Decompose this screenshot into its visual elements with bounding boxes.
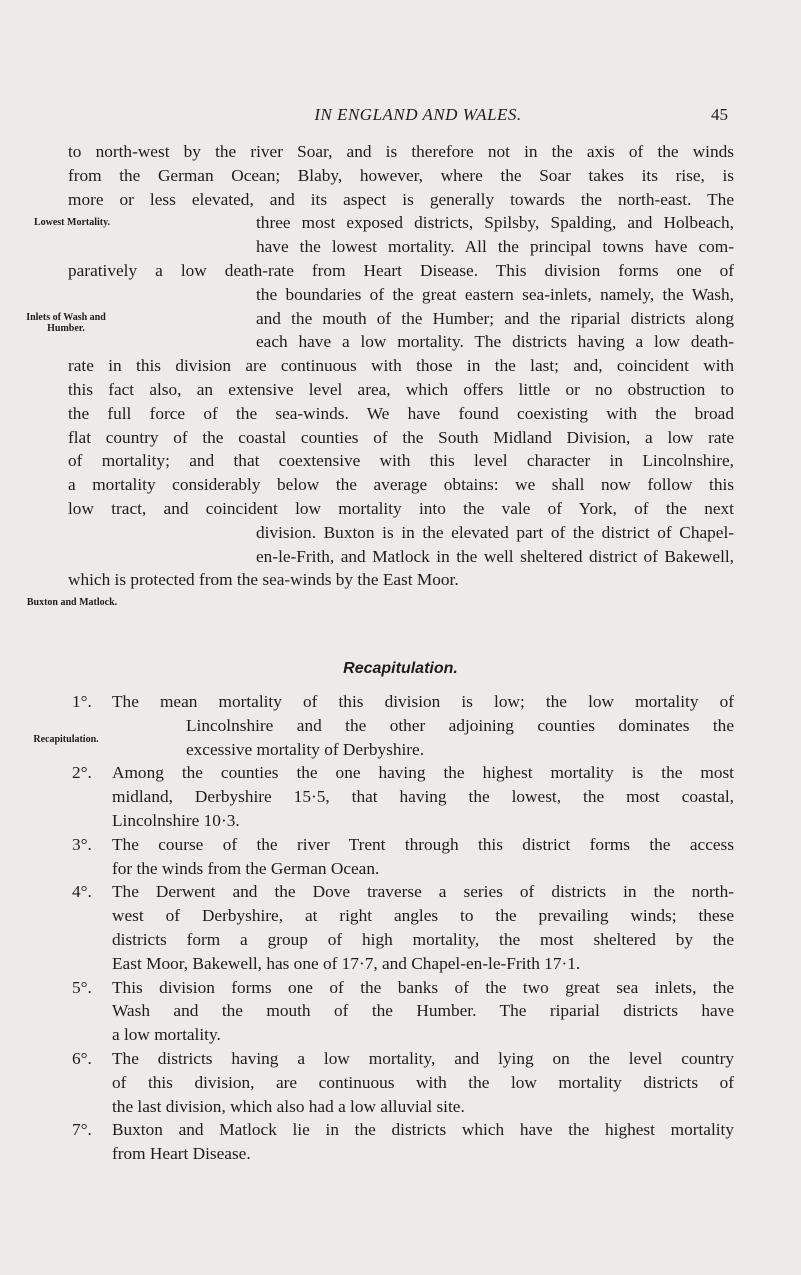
- text-line: excessive mortality of Derbyshire.: [186, 739, 425, 759]
- text-line: Wash and the mouth of the Humber. The riparial districts have: [112, 1001, 734, 1021]
- recap-number: 5°.: [72, 977, 92, 997]
- text-line: west of Derbyshire, at right angles to the prevailing winds; these: [112, 906, 734, 926]
- recap-item: [72, 880, 734, 975]
- text-line: flat country of the coastal counties of the South Midland Division, a low rate: [68, 427, 734, 447]
- text-line: districts form a group of high mortality, the most sheltered by the: [112, 929, 734, 949]
- page-number: 45: [711, 105, 728, 124]
- text-line: which is protected from the sea-winds by the East Moor.: [68, 570, 459, 590]
- running-head: IN ENGLAND AND WALES.: [314, 105, 522, 124]
- text-line: from the German Ocean; Blaby, however, where the Soar takes its rise, is: [68, 165, 734, 185]
- section-title: Recapitulation.: [343, 660, 458, 677]
- text-line: East Moor, Bakewell, has one of 17·7, and Chapel-en-le-Frith 17·1.: [112, 953, 581, 973]
- recap-list: [72, 690, 734, 1166]
- text-line: more or less elevated, and its aspect is generally towards the north-east. The: [68, 189, 734, 209]
- text-line: three most exposed districts, Spilsby, Spalding, and Holbeach,: [256, 213, 734, 233]
- text-line: to north-west by the river Soar, and is therefore not in the axis of the winds: [68, 142, 734, 161]
- recap-number: 4°.: [72, 882, 92, 902]
- recap-number: 2°.: [72, 763, 92, 783]
- recap-item: [72, 690, 734, 761]
- text-line: The mean mortality of this division is low; the low mortality of: [112, 692, 734, 711]
- text-line: This division forms one of the banks of the two great sea inlets, the: [112, 977, 734, 997]
- text-line: Buxton and Matlock lie in the districts which have the highest mortality: [112, 1120, 734, 1140]
- text-line: Lincolnshire and the other adjoining counties dominates the: [186, 715, 734, 735]
- recap-item: [72, 1118, 734, 1166]
- text-line: The Derwent and the Dove traverse a series of districts in the north-: [112, 882, 734, 902]
- text-line: the full force of the sea-winds. We have found coexisting with the broad: [68, 403, 734, 423]
- text-line: the last division, which also had a low alluvial site.: [112, 1096, 465, 1116]
- margin-note-recapitulation: Recapitulation.: [33, 734, 99, 745]
- margin-note-lowest-mortality: Lowest Mortality.: [33, 217, 111, 228]
- text-line: this fact also, an extensive level area, which offers little or no obstruction to: [68, 379, 734, 399]
- text-line: of mortality; and that coextensive with this level character in Lincolnshire,: [68, 451, 734, 471]
- recap-item: [72, 833, 734, 881]
- text-line: from Heart Disease.: [112, 1144, 251, 1164]
- text-line: division. Buxton is in the elevated part of the district of Chapel-: [256, 522, 734, 542]
- page-header: [0, 105, 801, 129]
- body-paragraph: [68, 140, 734, 592]
- recap-item: [72, 761, 734, 832]
- margin-note-inlets: Inlets of Wash and Humber.: [26, 312, 106, 334]
- recap-item: [72, 1047, 734, 1118]
- text-line: en-le-Frith, and Matlock in the well sheltered district of Bakewell,: [256, 546, 734, 566]
- text-line: for the winds from the German Ocean.: [112, 858, 380, 878]
- text-line: The course of the river Trent through this district forms the access: [112, 834, 734, 854]
- margin-note-buxton: Buxton and Matlock.: [26, 597, 118, 608]
- text-line: each have a low mortality. The districts having a low death-: [256, 332, 734, 352]
- text-line: rate in this division are continuous with those in the last; and, coincident with: [68, 356, 734, 376]
- text-line: paratively a low death-rate from Heart Disease. This division forms one of: [68, 260, 734, 280]
- recap-number: 7°.: [72, 1120, 92, 1140]
- recap-number: 1°.: [72, 692, 92, 711]
- recap-number: 6°.: [72, 1048, 92, 1068]
- text-line: and the mouth of the Humber; and the riparial districts along: [256, 308, 734, 328]
- text-line: Lincolnshire 10·3.: [112, 810, 240, 830]
- text-line: of this division, are continuous with the low mortality districts of: [112, 1072, 734, 1092]
- recap-number: 3°.: [72, 834, 92, 854]
- text-line: Among the counties the one having the highest mortality is the most: [112, 763, 734, 783]
- text-line: the boundaries of the great eastern sea-inlets, namely, the Wash,: [256, 284, 734, 304]
- text-line: have the lowest mortality. All the principal towns have com-: [256, 237, 734, 257]
- text-line: The districts having a low mortality, and lying on the level country: [112, 1048, 734, 1068]
- text-line: a mortality considerably below the average obtains: we shall now follow this: [68, 475, 734, 495]
- text-line: low tract, and coincident low mortality into the vale of York, of the next: [68, 498, 734, 518]
- recap-item: [72, 976, 734, 1047]
- text-line: midland, Derbyshire 15·5, that having the lowest, the most coastal,: [112, 787, 734, 807]
- text-line: a low mortality.: [112, 1025, 221, 1045]
